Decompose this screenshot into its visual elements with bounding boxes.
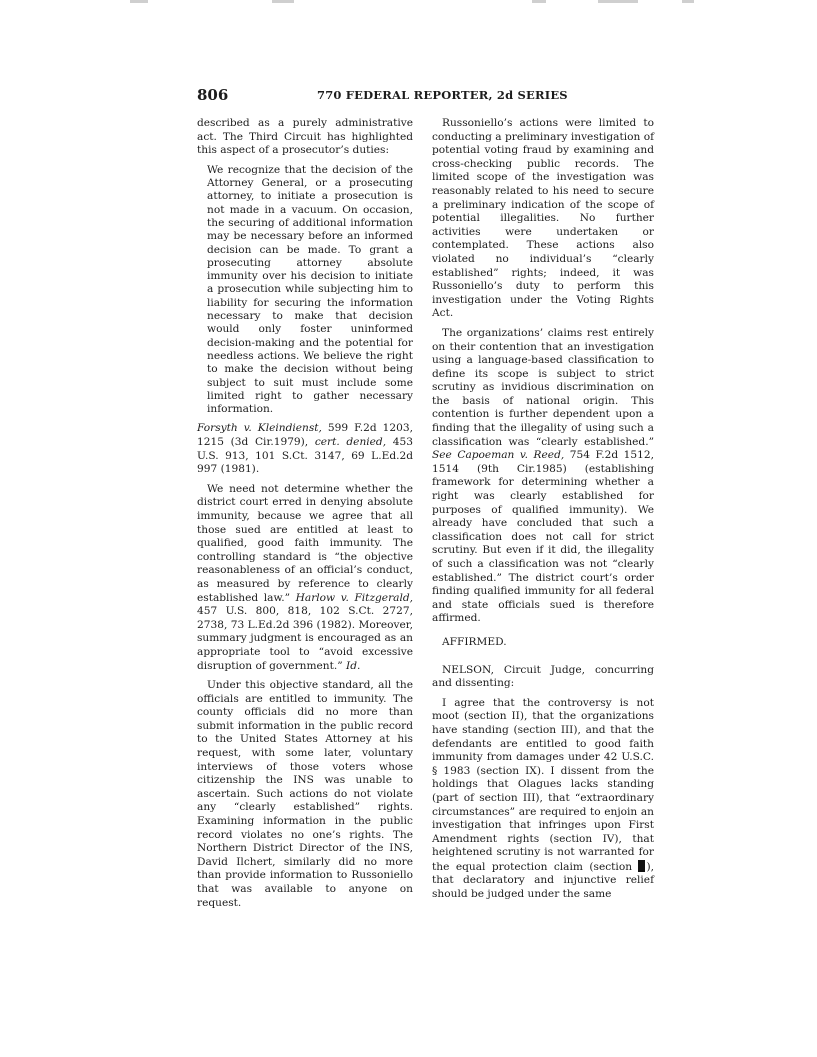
scan-edge-marks [0,0,817,8]
citation-forsyth-reporter: 599 F.2d 1203, 1215 (3d Cir.1979), [197,422,413,449]
right-column [432,117,654,908]
left-paragraph-2-mid: 457 U.S. 800, 818, 102 S.Ct. 2727, 2738, 73 L.Ed.2d 396 (1982). Moreover, summary judgment is encouraged as an appropriate tool to “avoid excessive disruption of government.” [197,605,413,672]
case-name-capoeman: See Capoeman v. Reed, [432,449,565,462]
left-paragraph-1: described as a purely administrative act. The Third Circuit has highlighted this aspect of a prosecutor’s duties: [197,117,413,157]
concurrence-paragraph-end: ), that declaratory and injunctive relief should be judged under the same [432,860,654,901]
redaction-mark [638,860,645,872]
cert-denied: cert. denied, [314,436,387,449]
affirmed-disposition: AFFIRMED. [442,635,507,648]
right-paragraph-2 [432,327,654,626]
id-citation: Id. [346,659,361,672]
right-paragraph-2-start: The organizations’ claims rest entirely on their contention that an investigation using a language-based classification to define its scope is subject to strict scrutiny as invidious discrimination on the basis of national origin. This contention is further dependent upon a finding that the illegality of using such a classification was “clearly established.” [432,326,654,448]
running-head: 770 FEDERAL REPORTER, 2d SERIES [317,88,568,102]
concurrence-paragraph-start: I agree that the controversy is not moot (section II), that the organizations have standing (section III), and that the defendants are entitled to good faith immunity from damages under 42 U.S.C. § 1983 (section IX). I dissent from the holdings that Olagues lacks standing (part of section III), that “extraordinary circumstances” are required to enjoin an investigation that infringes upon First Amendment rights (section IV), that heightened scrutiny is not warranted for the equal protection claim (section [432,696,654,873]
page-header [197,86,667,106]
concurrence-paragraph [432,697,654,902]
block-quote: We recognize that the decision of the Attorney General, or a prosecuting attorney, to initiate a prosecution is not made in a vacuum. On occasion, the securing of additional information may be necessary before an informed decision can be made. To grant a prosecuting attorney absolute immunity over his decision to initiate a prosecution while subjecting him to liability for securing the information necessary to make that decision would only foster uninformed decision-making and the potential for needless actions. We believe the right to make the decision without being subject to suit must include some limited right to gather necessary information. [207,163,413,416]
citation-forsyth-end: 453 U.S. 913, 101 S.Ct. 3147, 69 L.Ed.2d 997 (1981). [197,436,413,476]
page-number: 806 [197,86,229,104]
case-name-harlow: Harlow v. Fitzgerald, [295,591,413,604]
right-paragraph-1: Russoniello’s actions were limited to conducting a preliminary investigation of potential voting fraud by examining and cross-checking public records. The limited scope of the investigation was reasonably related to his need to secure a preliminary indication of the scope of potential illegalities. No further activities were undertaken or contemplated. These actions also violated no individual’s “clearly established” rights; indeed, it was Russoniello’s duty to perform this investigation under the Voting Rights Act. [432,117,655,320]
left-paragraph-2-start: We need not determine whether the district court erred in denying absolute immunity, because we agree that all those sued are entitled at least to qualified, good faith immunity. The controlling standard is “the objective reasonableness of an official’s conduct, as measured by reference to clearly established law.” [197,482,413,604]
concurrence-heading: NELSON, Circuit Judge, concurring and dissenting: [432,663,654,690]
left-paragraph-3: Under this objective standard, all the officials are entitled to immunity. The county officials did no more than submit information in the public record to the United States Attorney at his request, with some later, voluntary interviews of those voters whose citizenship the INS was unable to ascertain. Such actions do not violate any “clearly established” rights. Examining information in the public record violates no one’s rights. The Northern District Director of the INS, David Ilchert, similarly did no more than provide information to Russoniello that was available to anyone on request. [197,679,413,909]
citation-forsyth [197,422,413,476]
right-paragraph-2-end: 754 F.2d 1512, 1514 (9th Cir.1985) (establishing framework for determining whether a right was clearly established for purposes of qualified immunity). We already have concluded that such a classification does not call for strict scrutiny. But even if it did, the illegality of such a classification was not “clearly established.” The district court’s order finding qualified immunity for all federal and state officials sued is therefore affirmed. [432,449,654,625]
left-paragraph-2 [197,483,413,673]
left-column [197,117,413,916]
case-name-forsyth: Forsyth v. Kleindienst, [197,422,322,435]
